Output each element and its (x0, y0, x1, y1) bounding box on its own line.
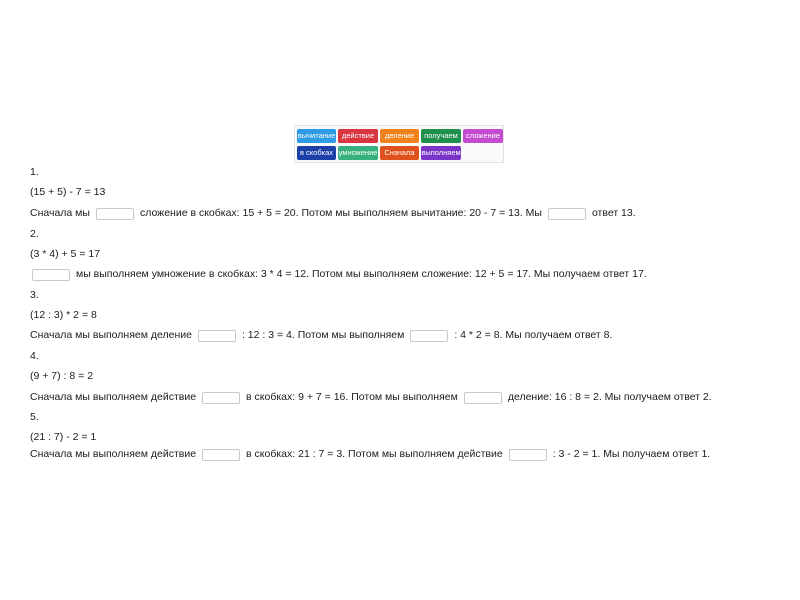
sentence-text: сложение в скобках: 15 + 5 = 20. Потом мы выполняем вычитание: 20 - 7 = 13. Мы (139, 207, 542, 219)
question-expression-3: (12 : 3) * 2 = 8 (30, 309, 97, 321)
answer-blank[interactable] (410, 330, 448, 342)
question-sentence-2 (30, 268, 647, 281)
question-expression-5: (21 : 7) - 2 = 1 (30, 431, 97, 443)
question-number-1: 1. (30, 166, 39, 178)
answer-blank[interactable] (548, 208, 586, 220)
sentence-text: в скобках: 9 + 7 = 16. Потом мы выполняем (246, 391, 458, 403)
sentence-text: Сначала мы выполняем деление (30, 329, 192, 341)
word-chip-v-skobkakh[interactable]: в скобках (297, 146, 336, 160)
sentence-text: Сначала мы (30, 207, 90, 219)
word-chip-poluchaem[interactable]: получаем (421, 129, 461, 143)
question-expression-1: (15 + 5) - 7 = 13 (30, 186, 106, 198)
word-chip-snachala[interactable]: Сначала (380, 146, 419, 160)
sentence-text: Сначала мы выполняем действие (30, 448, 197, 460)
word-chip-umnozhenie[interactable]: умножение (338, 146, 378, 160)
answer-blank[interactable] (96, 208, 134, 220)
question-number-2: 2. (30, 228, 39, 240)
question-expression-4: (9 + 7) : 8 = 2 (30, 370, 94, 382)
question-number-4: 4. (30, 350, 39, 362)
sentence-text: : 4 * 2 = 8. Мы получаем ответ 8. (454, 329, 613, 341)
question-sentence-5 (30, 448, 710, 461)
answer-blank[interactable] (202, 392, 240, 404)
sentence-text: ответ 13. (591, 207, 636, 219)
answer-blank[interactable] (202, 449, 240, 461)
sentence-text: мы выполняем умножение в скобках: 3 * 4 = 12. Потом мы выполняем сложение: 12 + 5 = 17. Мы получаем ответ 17. (76, 268, 647, 280)
question-sentence-4 (30, 391, 712, 404)
sentence-text: в скобках: 21 : 7 = 3. Потом мы выполняем действие (246, 448, 503, 460)
word-bank (294, 125, 504, 163)
question-sentence-3 (30, 329, 612, 342)
word-chip-vychitanie[interactable]: вычитание (297, 129, 336, 143)
word-chip-slozhenie[interactable]: сложение (463, 129, 503, 143)
question-sentence-1 (30, 207, 636, 220)
sentence-text: : 12 : 3 = 4. Потом мы выполняем (241, 329, 405, 341)
word-chip-delenie[interactable]: деление (380, 129, 419, 143)
question-number-5: 5. (30, 411, 39, 423)
word-chip-deystvie[interactable]: действие (338, 129, 378, 143)
word-chip-vypolnyaem[interactable]: выполняем (421, 146, 461, 160)
answer-blank[interactable] (198, 330, 236, 342)
question-number-3: 3. (30, 289, 39, 301)
sentence-text: Сначала мы выполняем действие (30, 391, 197, 403)
sentence-text: : 3 - 2 = 1. Мы получаем ответ 1. (552, 448, 711, 460)
question-expression-2: (3 * 4) + 5 = 17 (30, 248, 101, 260)
answer-blank[interactable] (32, 269, 70, 281)
answer-blank[interactable] (464, 392, 502, 404)
answer-blank[interactable] (509, 449, 547, 461)
sentence-text: деление: 16 : 8 = 2. Мы получаем ответ 2. (507, 391, 712, 403)
